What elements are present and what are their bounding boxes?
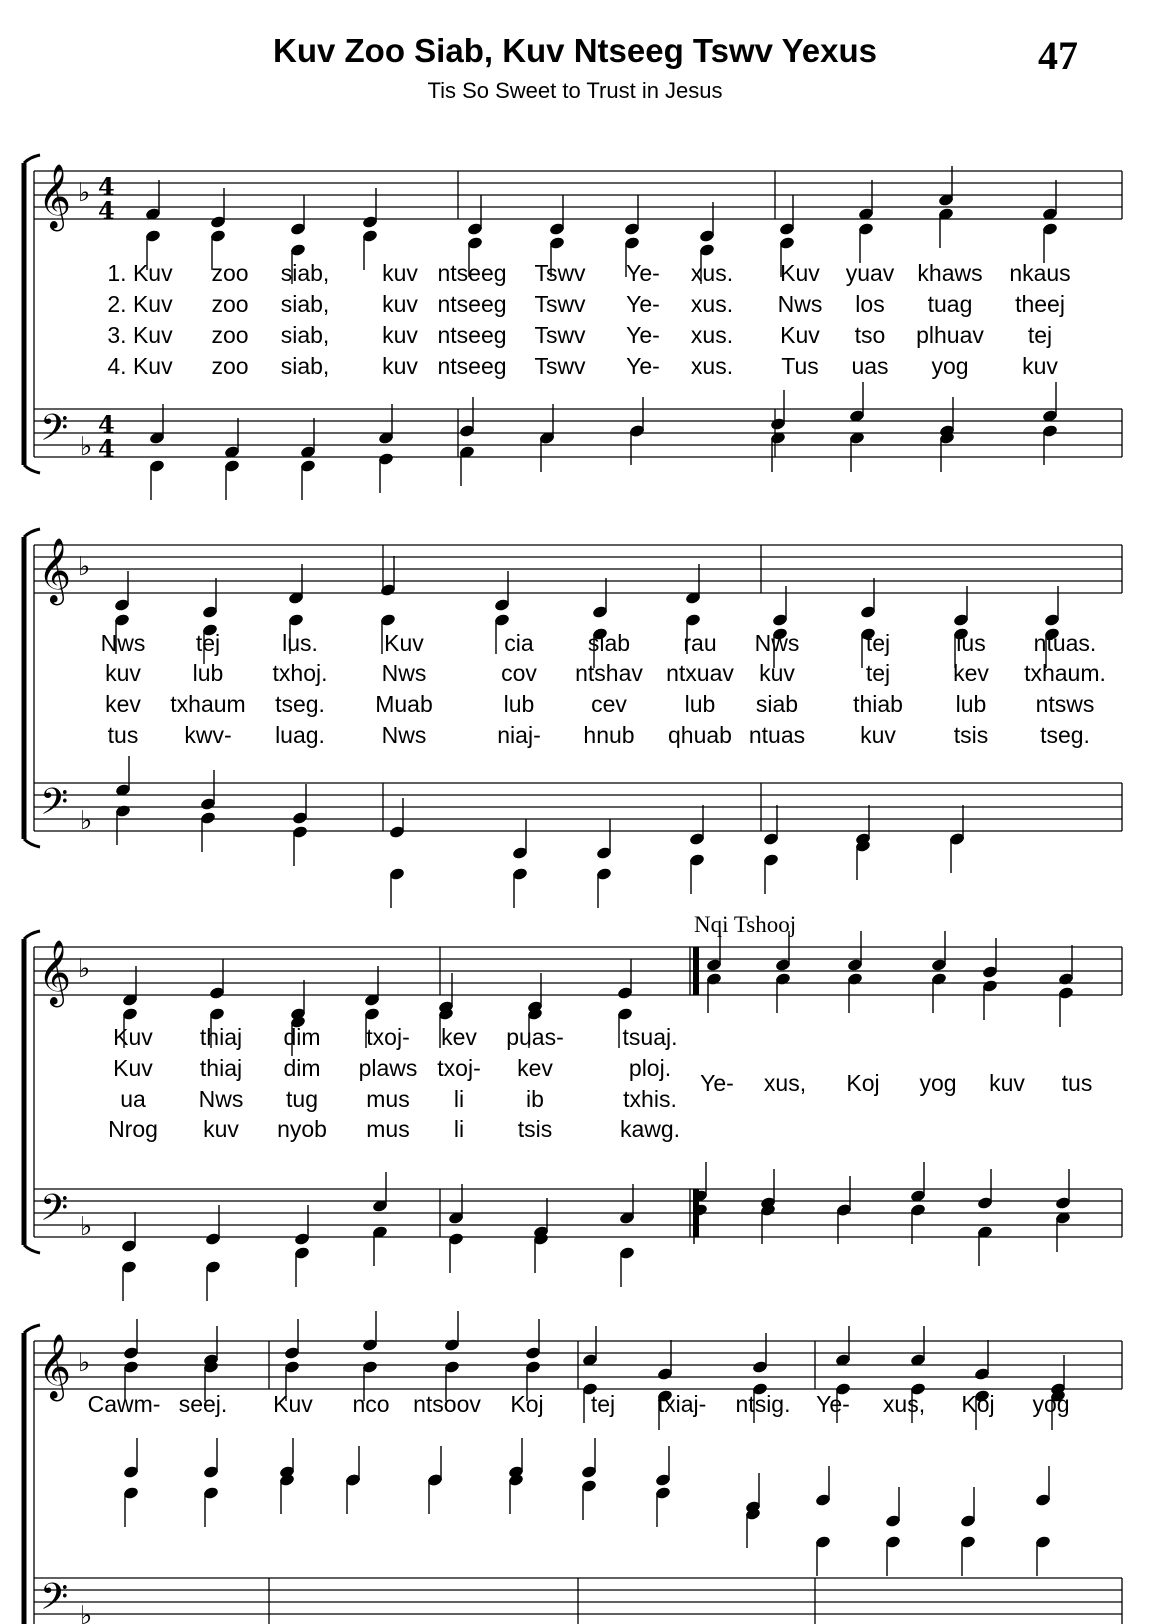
- lyric-syllable: tsis: [517, 1116, 553, 1142]
- lyric-syllable: ntseeg: [437, 353, 507, 379]
- lyric-syllable: seej.: [178, 1391, 228, 1417]
- lyric-syllable: txoj-: [366, 1024, 410, 1050]
- lyric-syllable: xus.: [690, 322, 734, 348]
- lyric-syllable: thiaj: [199, 1055, 243, 1081]
- lyric-syllable: mus: [366, 1086, 410, 1112]
- lyric-syllable: lub: [684, 691, 716, 717]
- lyric-syllable: tsis: [953, 722, 989, 748]
- lyric-syllable: kuv: [203, 1116, 239, 1142]
- lyric-syllable: plhuav: [916, 322, 984, 348]
- lyric-syllable: lus: [956, 630, 986, 656]
- lyric-syllable: niaj-: [497, 722, 541, 748]
- lyric-syllable: plaws: [358, 1055, 418, 1081]
- lyric-syllable: 2. Kuv: [107, 291, 173, 317]
- lyric-syllable: Nws: [754, 630, 800, 656]
- lyric-syllable: txhaum.: [1024, 660, 1106, 686]
- lyric-syllable: yog: [931, 353, 969, 379]
- bracket-top: [24, 931, 40, 939]
- lyric-syllable: ntuas.: [1033, 630, 1097, 656]
- lyric-syllable: lus.: [282, 630, 318, 656]
- lyric-syllable: kev: [517, 1055, 553, 1081]
- lyric-syllable: tseg.: [275, 691, 325, 717]
- lyric-syllable: xus.: [690, 353, 734, 379]
- lyric-syllable: uas: [851, 353, 889, 379]
- lyric-syllable: Kuv: [780, 260, 820, 286]
- lyric-syllable: kuv: [1022, 353, 1058, 379]
- lyric-syllable: tej: [195, 630, 221, 656]
- lyric-syllable: khaws: [917, 260, 983, 286]
- lyric-syllable: kev: [105, 691, 141, 717]
- lyric-syllable: dim: [283, 1055, 321, 1081]
- lyric-syllable: Tswv: [534, 353, 586, 379]
- lyric-syllable: kuv: [759, 660, 795, 686]
- lyric-syllable: Cawm-: [87, 1391, 161, 1417]
- lyric-syllable: yuav: [845, 260, 895, 286]
- lyric-syllable: Kuv: [113, 1055, 153, 1081]
- lyric-syllable: nco: [352, 1391, 390, 1417]
- lyric-syllable: cov: [501, 660, 537, 686]
- bracket-bottom: [24, 839, 40, 847]
- lyric-syllable: Koj: [961, 1391, 995, 1417]
- bass-clef-icon: 𝄢: [40, 1187, 69, 1238]
- lyric-syllable: ntseeg: [437, 322, 507, 348]
- flat-icon: ♭: [78, 954, 91, 984]
- lyric-syllable: zoo: [211, 291, 249, 317]
- lyric-syllable: siab,: [280, 291, 330, 317]
- lyric-syllable: 1. Kuv: [107, 260, 173, 286]
- refrain-lyric-syllable: tus: [1061, 1070, 1093, 1096]
- lyric-syllable: thiaj: [199, 1024, 243, 1050]
- lyric-syllable: Tus: [781, 353, 819, 379]
- lyric-syllable: ua: [120, 1086, 146, 1112]
- refrain-lyric-syllable: Ye-: [700, 1070, 734, 1096]
- lyric-syllable: cev: [591, 691, 627, 717]
- lyric-syllable: qhuab: [668, 722, 732, 748]
- lyric-syllable: Ye-: [816, 1391, 850, 1417]
- lyric-syllable: txhis.: [623, 1086, 677, 1112]
- lyric-syllable: kuv: [860, 722, 896, 748]
- bracket-bottom: [24, 1245, 40, 1253]
- lyric-syllable: 3. Kuv: [107, 322, 173, 348]
- lyric-syllable: xus,: [882, 1391, 926, 1417]
- lyric-syllable: theej: [1015, 291, 1065, 317]
- lyric-syllable: txhaum: [170, 691, 246, 717]
- lyric-syllable: luag.: [275, 722, 325, 748]
- treble-clef-icon: 𝄞: [38, 940, 72, 1005]
- lyric-syllable: nkaus: [1009, 260, 1071, 286]
- lyric-syllable: Nws: [381, 660, 427, 686]
- treble-clef-icon: 𝄞: [38, 1334, 72, 1399]
- lyric-syllable: Ye-: [626, 322, 660, 348]
- flat-icon: ♭: [78, 178, 91, 208]
- lyric-syllable: zoo: [211, 260, 249, 286]
- lyric-syllable: tuag: [927, 291, 973, 317]
- lyric-syllable: Nws: [100, 630, 146, 656]
- time-signature-bottom: 4: [98, 434, 115, 463]
- flat-icon: ♭: [80, 432, 93, 462]
- lyric-syllable: kwv-: [184, 722, 232, 748]
- lyric-syllable: ntxuav: [666, 660, 734, 686]
- lyric-syllable: ntuas: [748, 722, 806, 748]
- lyric-syllable: Koj: [510, 1391, 544, 1417]
- lyric-syllable: tseg.: [1040, 722, 1090, 748]
- flat-icon: ♭: [80, 1212, 93, 1242]
- lyric-syllable: kawg.: [619, 1116, 681, 1142]
- lyric-syllable: Kuv: [384, 630, 424, 656]
- lyric-syllable: puas-: [506, 1024, 564, 1050]
- flat-icon: ♭: [78, 1348, 91, 1378]
- lyric-syllable: Nws: [381, 722, 427, 748]
- lyric-syllable: ntsig.: [735, 1391, 791, 1417]
- refrain-lyric-syllable: kuv: [989, 1070, 1025, 1096]
- time-signature-top: 4: [98, 410, 115, 439]
- lyric-syllable: nyob: [277, 1116, 327, 1142]
- lyric-syllable: Nrog: [108, 1116, 158, 1142]
- lyric-syllable: ntshav: [575, 660, 643, 686]
- bracket-top: [24, 155, 40, 163]
- bass-clef-icon: 𝄢: [40, 781, 69, 832]
- lyric-syllable: xus.: [690, 291, 734, 317]
- lyric-syllable: txoj-: [437, 1055, 481, 1081]
- lyric-syllable: lub: [503, 691, 535, 717]
- lyric-syllable: kev: [441, 1024, 477, 1050]
- lyric-syllable: li: [453, 1116, 465, 1142]
- lyric-syllable: tej: [865, 630, 891, 656]
- lyric-syllable: rau: [683, 630, 717, 656]
- time-signature-bottom: 4: [98, 196, 115, 225]
- lyric-syllable: kuv: [382, 353, 418, 379]
- lyric-syllable: Ye-: [626, 353, 660, 379]
- lyric-syllable: tej: [590, 1391, 616, 1417]
- flat-icon: ♭: [80, 1601, 93, 1624]
- lyric-syllable: lub: [192, 660, 224, 686]
- refrain-lyric-syllable: xus,: [763, 1070, 807, 1096]
- lyric-syllable: Ye-: [626, 291, 660, 317]
- lyric-syllable: los: [855, 291, 885, 317]
- page-number: 47: [1038, 33, 1078, 78]
- lyric-syllable: hnub: [583, 722, 635, 748]
- hymn-subtitle: Tis So Sweet to Trust in Jesus: [427, 78, 723, 103]
- lyric-syllable: ntsws: [1035, 691, 1095, 717]
- lyric-syllable: kev: [953, 660, 989, 686]
- lyric-syllable: Nws: [777, 291, 823, 317]
- refrain-lyric-syllable: yog: [919, 1070, 957, 1096]
- double-barline-thick: [693, 947, 699, 995]
- lyric-syllable: cia: [504, 630, 534, 656]
- lyric-syllable: li: [453, 1086, 465, 1112]
- refrain-marking: Nqi Tshooj: [694, 912, 797, 937]
- lyric-syllable: txiaj-: [657, 1391, 707, 1417]
- lyric-syllable: Kuv: [273, 1391, 313, 1417]
- lyric-syllable: siab,: [280, 322, 330, 348]
- lyric-syllable: zoo: [211, 353, 249, 379]
- lyric-syllable: ntseeg: [437, 260, 507, 286]
- lyric-syllable: Ye-: [626, 260, 660, 286]
- lyric-syllable: ploj.: [628, 1055, 672, 1081]
- lyric-syllable: kuv: [382, 291, 418, 317]
- lyric-syllable: yog: [1032, 1391, 1070, 1417]
- lyric-syllable: siab,: [280, 353, 330, 379]
- lyric-syllable: 4. Kuv: [107, 353, 173, 379]
- lyric-syllable: tej: [865, 660, 891, 686]
- lyric-syllable: tso: [854, 322, 886, 348]
- lyric-syllable: siab: [755, 691, 799, 717]
- flat-icon: ♭: [78, 552, 91, 582]
- lyric-syllable: ntseeg: [437, 291, 507, 317]
- lyric-syllable: Nws: [198, 1086, 244, 1112]
- lyric-syllable: dim: [283, 1024, 321, 1050]
- lyric-syllable: kuv: [382, 322, 418, 348]
- flat-icon: ♭: [80, 806, 93, 836]
- time-signature-top: 4: [98, 172, 115, 201]
- lyric-syllable: siab: [587, 630, 631, 656]
- lyric-syllable: tsuaj.: [622, 1024, 678, 1050]
- lyric-syllable: Tswv: [534, 260, 586, 286]
- lyric-syllable: Kuv: [113, 1024, 153, 1050]
- lyric-syllable: Muab: [375, 691, 433, 717]
- treble-clef-icon: 𝄞: [38, 164, 72, 229]
- lyric-syllable: lub: [955, 691, 987, 717]
- lyric-syllable: zoo: [211, 322, 249, 348]
- lyric-syllable: siab,: [280, 260, 330, 286]
- lyric-syllable: mus: [366, 1116, 410, 1142]
- lyric-syllable: tej: [1027, 322, 1053, 348]
- hymn-title: Kuv Zoo Siab, Kuv Ntseeg Tswv Yexus: [273, 32, 877, 69]
- refrain-lyric-syllable: Koj: [846, 1070, 880, 1096]
- lyric-syllable: Kuv: [780, 322, 820, 348]
- lyric-syllable: xus.: [690, 260, 734, 286]
- lyric-syllable: Tswv: [534, 291, 586, 317]
- lyric-syllable: tus: [107, 722, 139, 748]
- lyric-syllable: kuv: [105, 660, 141, 686]
- lyric-syllable: Tswv: [534, 322, 586, 348]
- lyric-syllable: txhoj.: [272, 660, 328, 686]
- bass-clef-icon: 𝄢: [40, 1576, 69, 1624]
- treble-clef-icon: 𝄞: [38, 538, 72, 603]
- bracket-top: [24, 529, 40, 537]
- lyric-syllable: ib: [526, 1086, 544, 1112]
- lyric-syllable: thiab: [853, 691, 903, 717]
- bracket-top: [24, 1325, 40, 1333]
- bracket-bottom: [24, 465, 40, 473]
- lyric-syllable: ntsoov: [413, 1391, 481, 1417]
- lyric-syllable: tug: [286, 1086, 318, 1112]
- lyric-syllable: kuv: [382, 260, 418, 286]
- bass-clef-icon: 𝄢: [40, 407, 69, 458]
